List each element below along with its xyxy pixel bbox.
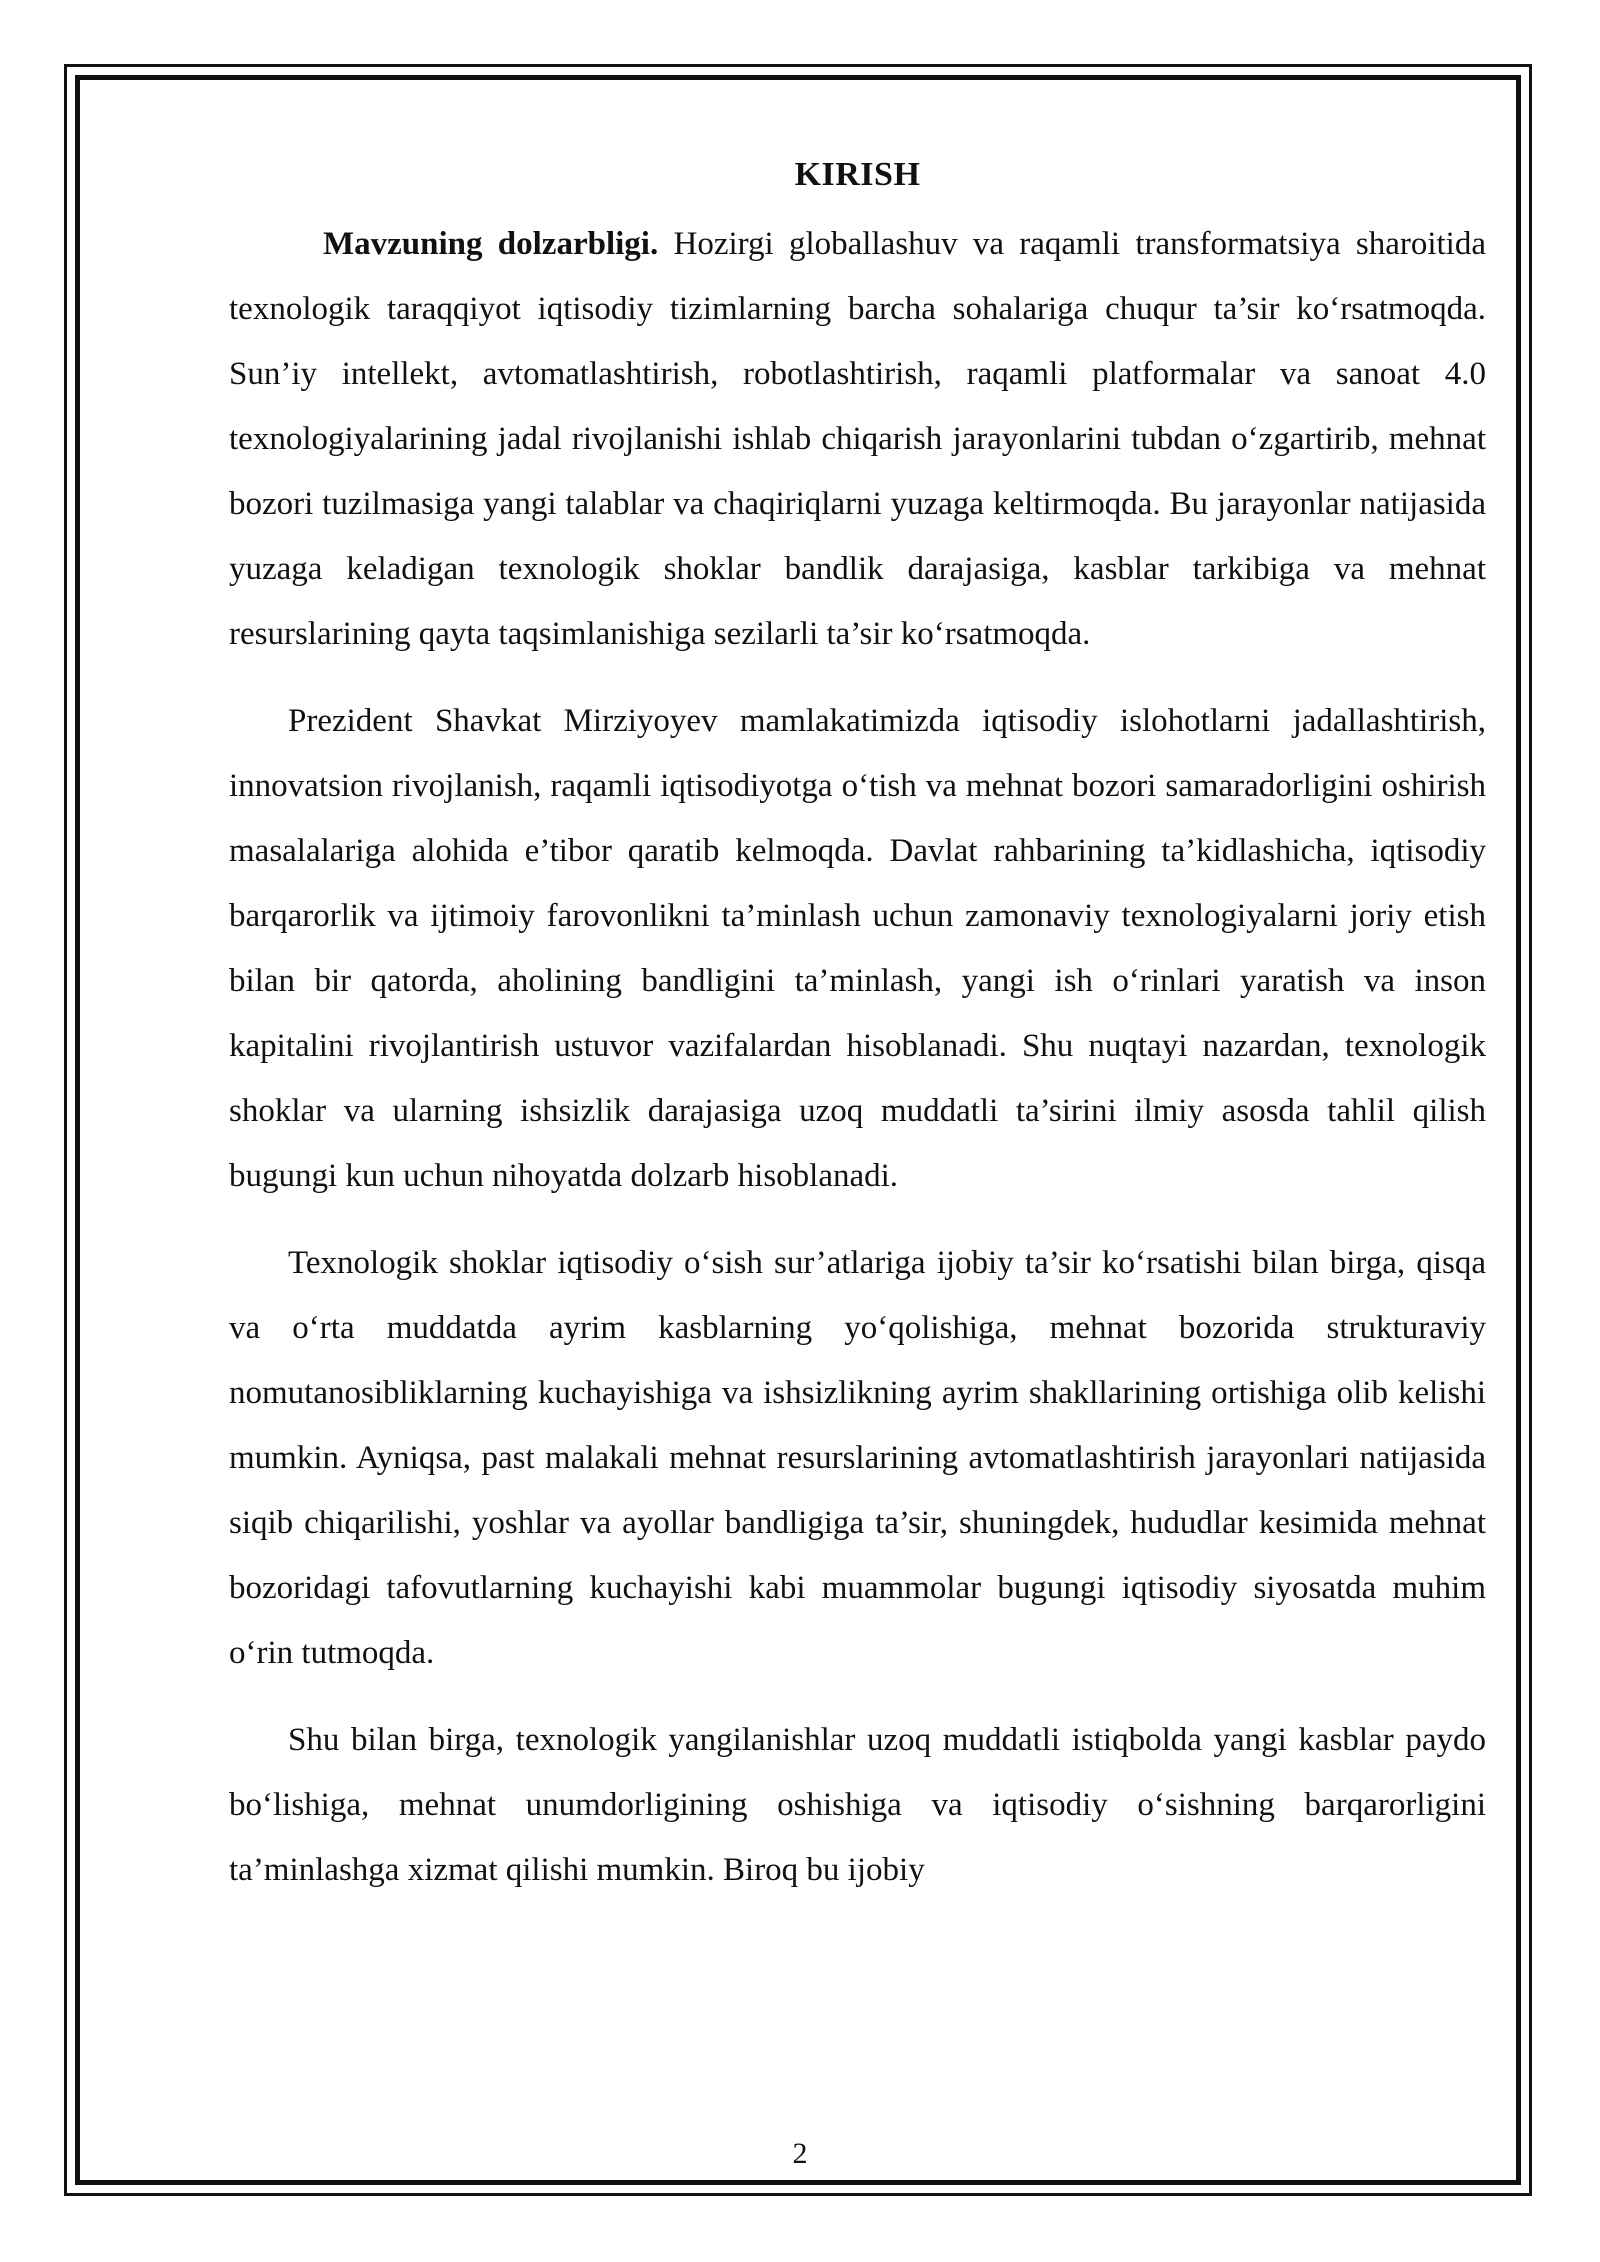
paragraph-relevance (229, 212, 1486, 667)
page-number: 2 (792, 2137, 808, 2170)
paragraph-president: Prezident Shavkat Mirziyoyev mamlakatimizda iqtisodiy islohotlarni jadallashtirish, innovatsion rivojlanish, raqamli iqtisodiyotga o‘tish va mehnat bozori samaradorligini oshirish masalalariga alohida e’tibor qaratib kelmoqda. Davlat rahbarining ta’kidlashicha, iqtisodiy barqarorlik va ijtimoiy farovonlikni ta’minlash uchun zamonaviy texnologiyalarni joriy etish bilan bir qatorda, aholining bandligini ta’minlash, yangi ish o‘rinlari yaratish va inson kapitalini rivojlantirish ustuvor vazifalardan hisoblanadi. Shu nuqtayi nazardan, texnologik shoklar va ularning ishsizlik darajasiga uzoq muddatli ta’sirini ilmiy asosda tahlil qilish bugungi kun uchun nihoyatda dolzarb hisoblanadi. (229, 703, 1486, 1194)
paragraph-tech-shocks: Texnologik shoklar iqtisodiy o‘sish sur’atlariga ijobiy ta’sir ko‘rsatishi bilan birga, qisqa va o‘rta muddatda ayrim kasblarning yo‘qolishiga, mehnat bozorida strukturaviy nomutanosibliklarning kuchayishiga va ishsizlikning ayrim shakllarining ortishiga olib kelishi mumkin. Ayniqsa, past malakali mehnat resurslarining avtomatlashtirish jarayonlari natijasida siqib chiqarilishi, yoshlar va ayollar bandligiga ta’sir, shuningdek, hududlar kesimida mehnat bozoridagi tafovutlarning kuchayishi kabi muammolar bugungi iqtisodiy siyosatda muhim o‘rin tutmoqda. (229, 1245, 1486, 1671)
paragraph-lead: Mavzuning dolzarbligi. (323, 226, 659, 262)
paragraph-text: Hozirgi globallashuv va raqamli transformatsiya sharoitida texnologik taraqqiyot iqtisodiy tizimlarning barcha sohalariga chuqur ta’sir ko‘rsatmoqda. Sun’iy intellekt, avtomatlashtirish, robotlashtirish, raqamli platformalar va sanoat 4.0 texnologiyalarining jadal rivojlanishi ishlab chiqarish jarayonlarini tubdan o‘zgartirib, mehnat bozori tuzilmasiga yangi talablar va chaqiriqlarni yuzaga keltirmoqda. Bu jarayonlar natijasida yuzaga keladigan texnologik shoklar bandlik darajasiga, kasblar tarkibiga va mehnat resurslarining qayta taqsimlanishiga sezilarli ta’sir ko‘rsatmoqda. (229, 226, 1486, 652)
paragraph-renewal: Shu bilan birga, texnologik yangilanishlar uzoq muddatli istiqbolda yangi kasblar paydo bo‘lishiga, mehnat unumdorligining oshishiga va iqtisodiy o‘sishning barqarorligini ta’minlashga xizmat qilishi mumkin. Biroq bu ijobiy (229, 1722, 1486, 1888)
section-title: KIRISH (794, 156, 921, 193)
document-body (229, 148, 1486, 1925)
